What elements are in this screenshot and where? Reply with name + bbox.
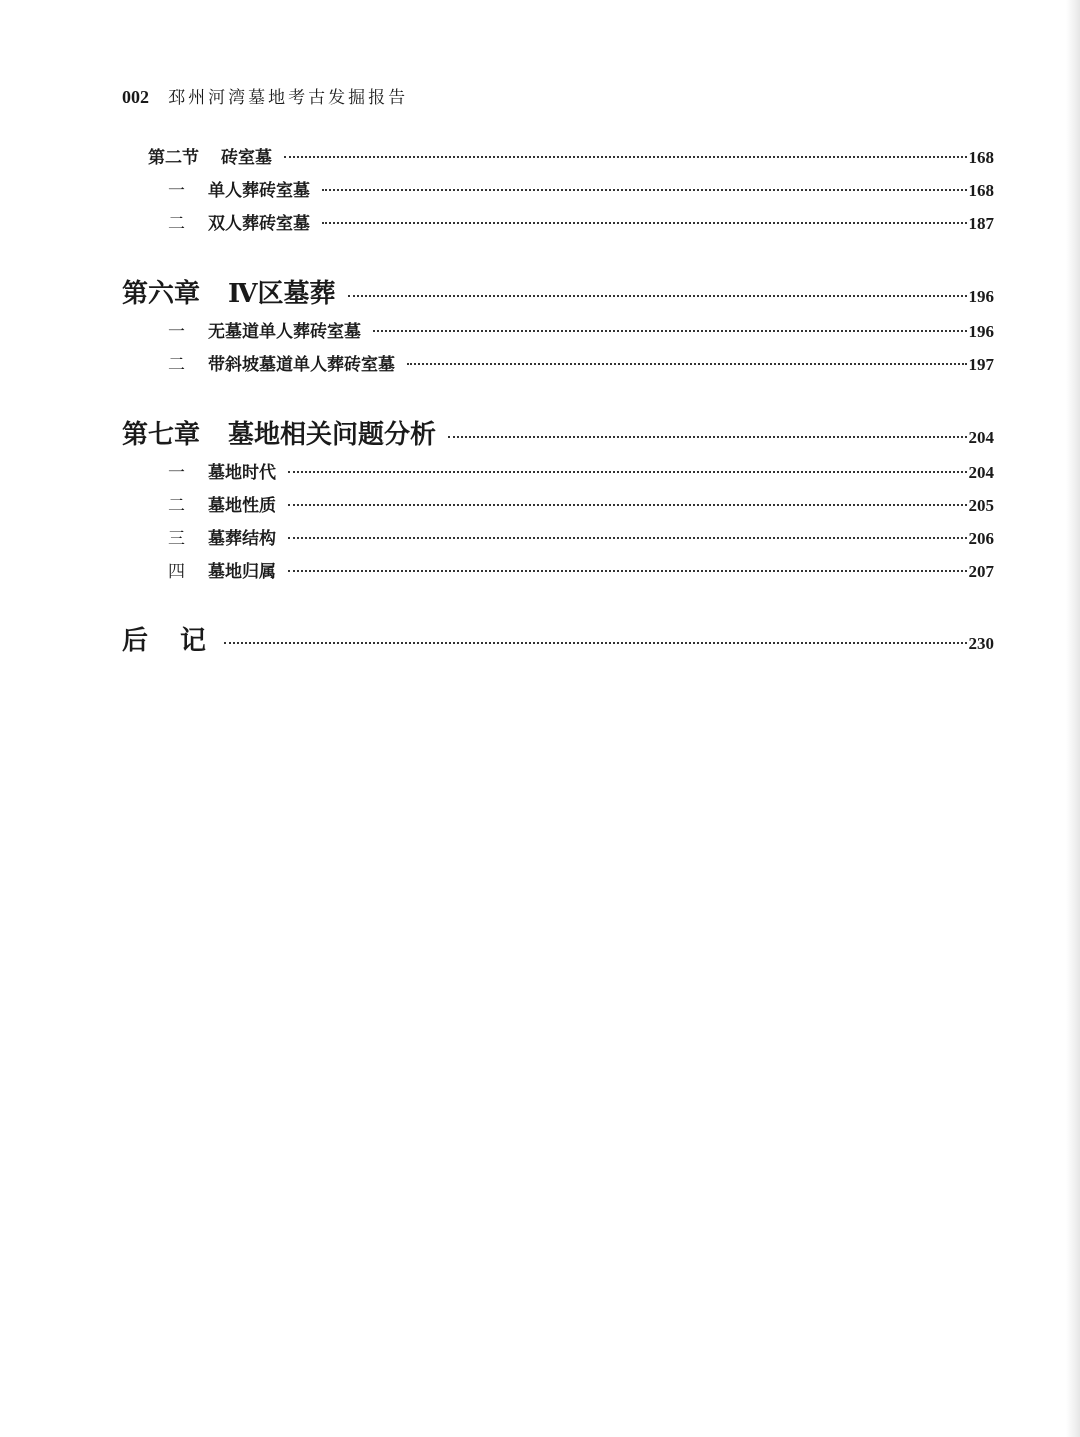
toc-entry-item[interactable]: [168, 350, 994, 378]
toc-entry-page: 230: [968, 634, 994, 653]
toc-entry-number: 一: [168, 181, 185, 201]
dot-leader: [448, 436, 966, 438]
toc-entry-item[interactable]: [168, 458, 994, 486]
dot-leader: [373, 330, 967, 332]
toc-entry-page: 197: [968, 355, 994, 374]
toc-entry-item[interactable]: [168, 317, 994, 345]
dot-leader: [288, 504, 967, 506]
page-edge-shadow: [1066, 0, 1080, 1437]
toc-entry-title: Ⅳ区墓葬: [228, 279, 336, 309]
toc-entry-number: 二: [168, 355, 185, 375]
dot-leader: [322, 189, 967, 191]
dot-leader: [288, 570, 967, 572]
dot-leader: [322, 222, 967, 224]
toc-entry-page: 187: [968, 214, 994, 233]
toc-entry-number: 二: [168, 214, 185, 234]
toc-entry-page: 168: [968, 148, 994, 167]
toc-entry-section[interactable]: [148, 143, 994, 171]
dot-leader: [288, 537, 967, 539]
toc-entry-item[interactable]: [168, 491, 994, 519]
toc-entry-number: 第六章: [122, 279, 201, 309]
toc-entry-item[interactable]: [168, 524, 994, 552]
toc-entry-title: 后记: [122, 626, 239, 656]
toc-entry-number: 二: [168, 496, 185, 516]
toc-entry-number: 一: [168, 463, 185, 483]
toc-entry-number: 第二节: [148, 148, 199, 168]
header-page-number: 002: [122, 87, 149, 107]
toc-entry-title: 双人葬砖室墓: [208, 214, 310, 234]
toc-entry-page: 204: [968, 428, 994, 447]
toc-entry-title: 带斜坡墓道单人葬砖室墓: [208, 355, 395, 375]
toc-entry-title: 墓地性质: [208, 496, 276, 516]
toc-entry-item[interactable]: [168, 209, 994, 237]
toc-entry-item[interactable]: [168, 557, 994, 585]
toc-entry-item[interactable]: [168, 176, 994, 204]
toc-entry-title: 单人葬砖室墓: [208, 181, 310, 201]
toc-entry-page: 206: [968, 529, 994, 548]
dot-leader: [284, 156, 967, 158]
toc-entry-title: 墓地归属: [208, 562, 276, 582]
toc-entry-page: 196: [968, 287, 994, 306]
toc-entry-page: 204: [968, 463, 994, 482]
toc-entry-title: 无墓道单人葬砖室墓: [208, 322, 361, 342]
toc-entry-number: 一: [168, 322, 185, 342]
toc-entry-page: 205: [968, 496, 994, 515]
toc-entry-number: 第七章: [122, 420, 201, 450]
toc-entry-page: 168: [968, 181, 994, 200]
toc-entry-title: 墓地相关问题分析: [228, 420, 437, 450]
toc-entry-title: 墓葬结构: [208, 529, 276, 549]
toc-entry-page: 196: [968, 322, 994, 341]
dot-leader: [224, 642, 966, 644]
toc-entry-title: 砖室墓: [221, 148, 272, 168]
toc-entry-chapter[interactable]: [122, 273, 994, 311]
toc-entry-page: 207: [968, 562, 994, 581]
toc-entry-afterword[interactable]: [122, 620, 994, 658]
toc-entry-title: 墓地时代: [208, 463, 276, 483]
dot-leader: [288, 471, 967, 473]
running-header: [122, 84, 408, 110]
toc-entry-number: 四: [168, 562, 185, 582]
header-book-title: 邳州河湾墓地考古发掘报告: [168, 88, 409, 108]
toc-entry-chapter[interactable]: [122, 414, 994, 452]
toc-entry-number: 三: [168, 529, 185, 549]
dot-leader: [407, 363, 967, 365]
dot-leader: [348, 295, 967, 297]
